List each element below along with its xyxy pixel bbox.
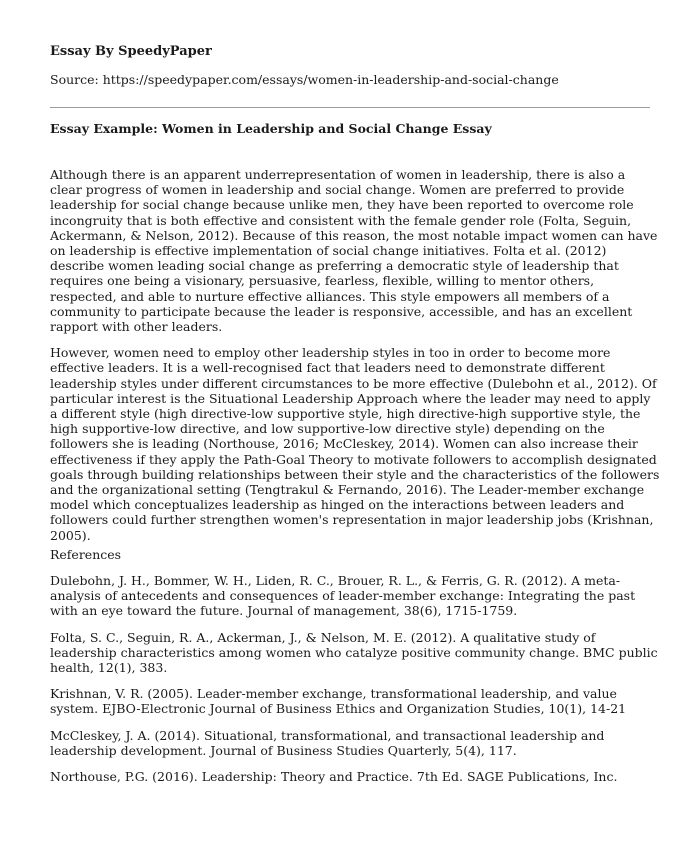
references-heading: References — [50, 547, 122, 562]
reference-item: Northouse, P.G. (2016). Leadership: Theory and Practice. 7th Ed. SAGE Publications, Inc. — [50, 769, 618, 785]
reference-item: Dulebohn, J. H., Bommer, W. H., Liden, R. C., Brouer, R. L., & Ferris, G. R. (2012). A meta-analysis of antecedents and consequences of leader-member exchange: Integrating the past with an eye toward the future. Journal of management, 38(6), 1715-1759. — [50, 573, 636, 619]
divider — [50, 107, 650, 108]
essay-body — [50, 167, 660, 554]
essay-paragraph: Although there is an apparent underrepresentation of women in leadership, there is also a clear progress of women in leadership and social change. Women are preferred to provide leadership for social change because unlike men, they have been reported to overcome role incongruity that is both effective and consistent with the female gender role (Folta, Seguin, Ackermann, & Nelson, 2012). Because of this reason, the most notable impact women can have on leadership is effective implementation of social change initiatives. Folta et al. (2012) describe women leading social change as preferring a democratic style of leadership that requires one being a visionary, persuasive, fearless, flexible, willing to mentor others, respected, and able to nurture effective alliances. This style empowers all members of a community to participate because the leader is responsive, accessible, and has an excellent rapport with other leaders. — [50, 167, 658, 335]
brand-heading: Essay By SpeedyPaper — [50, 44, 212, 59]
reference-item: McCleskey, J. A. (2014). Situational, transformational, and transactional leadership and leadership development. Journal of Business Studies Quarterly, 5(4), 117. — [50, 727, 605, 758]
essay-paragraph: However, women need to employ other leadership styles in too in order to become more effective leaders. It is a well-recognised fact that leaders need to demonstrate different leadership styles under different circumstances to be more effective (Dulebohn et al., 2012). Of particular interest is the Situational Leadership Approach where the leader may need to apply a different style (high directive-low supportive style, high directive-high supportive style, the high supportive-low directive, and low supportive-low directive style) depending on the followers she is leading (Northouse, 2016; McCleskey, 2014). Women can also increase their effectiveness if they apply the Path-Goal Theory to motivate followers to accomplish designated goals through building relationships between their style and the characteristics of the followers and the organizational setting (Tengtrakul & Fernando, 2016). The Leader-member exchange model which conceptualizes leadership as hinged on the interactions between leaders and followers could further strengthen women's representation in major leadership jobs (Krishnan, 2005). — [50, 345, 660, 543]
reference-item: Krishnan, V. R. (2005). Leader-member exchange, transformational leadership, and value system. EJBO-Electronic Journal of Business Ethics and Organization Studies, 10(1), 14-21 — [50, 686, 627, 717]
source-line: Source: https://speedypaper.com/essays/women-in-leadership-and-social-change — [50, 72, 559, 87]
references-list — [50, 573, 660, 795]
essay-title: Essay Example: Women in Leadership and Social Change Essay — [50, 121, 492, 136]
reference-item: Folta, S. C., Seguin, R. A., Ackerman, J., & Nelson, M. E. (2012). A qualitative study of leadership characteristics among women who catalyze positive community change. BMC public health, 12(1), 383. — [50, 629, 658, 676]
